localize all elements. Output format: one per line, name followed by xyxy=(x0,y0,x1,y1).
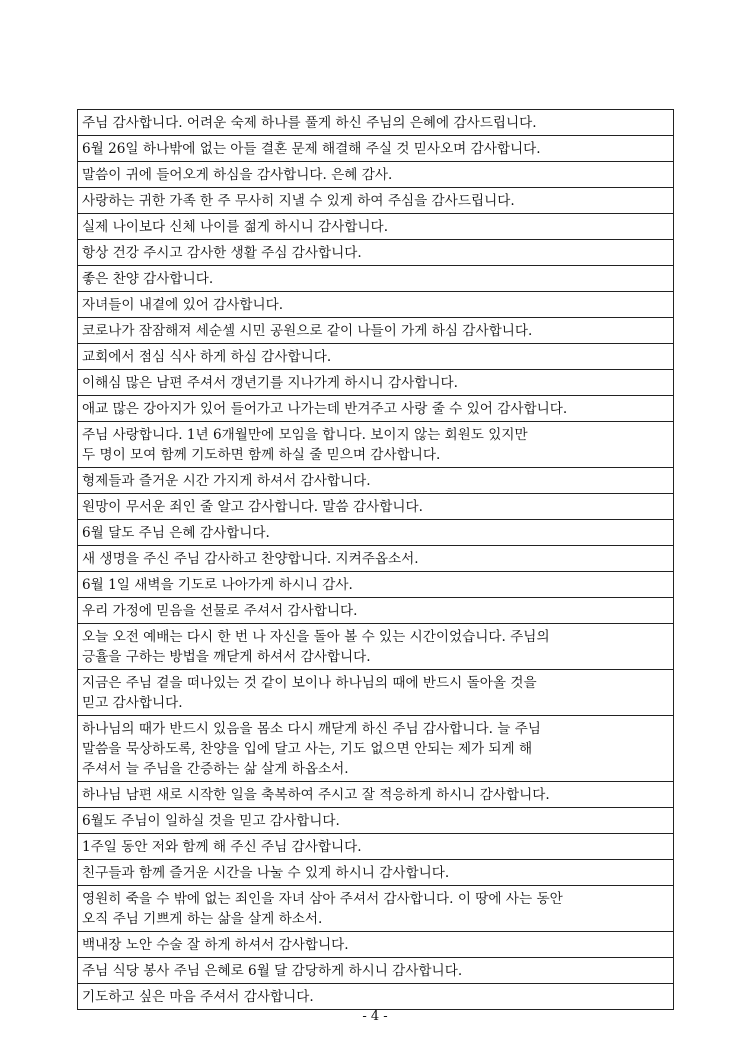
entry-line: 6월 26일 하나밖에 없는 아들 결혼 문제 해결해 주실 것 믿사오며 감사합니다. xyxy=(82,141,541,157)
table-row xyxy=(78,266,674,292)
entry-line: 주님 감사합니다. 어려운 숙제 하나를 풀게 하신 주님의 은혜에 감사드립니다. xyxy=(82,115,537,131)
table-row xyxy=(78,984,674,1010)
gratitude-entry-cell xyxy=(78,494,674,520)
entry-line: 실제 나이보다 신체 나이를 젊게 하시니 감사합니다. xyxy=(82,219,389,235)
table-row xyxy=(78,782,674,808)
gratitude-entry-cell xyxy=(78,292,674,318)
entry-line: 이해심 많은 남편 주셔서 갱년기를 지나가게 하시니 감사합니다. xyxy=(82,375,458,391)
entry-line: 원망이 무서운 죄인 줄 알고 감사합니다. 말씀 감사합니다. xyxy=(82,499,423,515)
gratitude-table xyxy=(77,109,674,1010)
entry-line: 긍휼을 구하는 방법을 깨닫게 하셔서 감사합니다. xyxy=(82,649,371,665)
entry-line: 주님 사랑합니다. 1년 6개월만에 모임을 합니다. 보이지 않는 회원도 있지만 xyxy=(82,427,528,443)
entry-line: 친구들과 함께 즐거운 시간을 나눌 수 있게 하시니 감사합니다. xyxy=(82,865,450,881)
table-row xyxy=(78,214,674,240)
table-row xyxy=(78,572,674,598)
gratitude-table-container xyxy=(77,109,674,1010)
gratitude-entry-cell xyxy=(78,716,674,782)
gratitude-entry-cell xyxy=(78,188,674,214)
entry-line: 우리 가정에 믿음을 선물로 주셔서 감사합니다. xyxy=(82,603,358,619)
table-row xyxy=(78,396,674,422)
gratitude-entry-cell xyxy=(78,782,674,808)
gratitude-entry-cell xyxy=(78,958,674,984)
table-row xyxy=(78,344,674,370)
entry-line: 오직 주님 기쁘게 하는 삶을 살게 하소서. xyxy=(82,911,323,927)
entry-line: 영원히 죽을 수 밖에 없는 죄인을 자녀 삼아 주셔서 감사합니다. 이 땅에 사는 동안 xyxy=(82,891,563,907)
gratitude-entry-cell xyxy=(78,240,674,266)
entry-line: 지금은 주님 곁을 떠나있는 것 같이 보이나 하나님의 때에 반드시 돌아올 것을 xyxy=(82,675,537,691)
entry-line: 말씀을 묵상하도록, 찬양을 입에 달고 사는, 기도 없으면 안되는 제가 되게 해 xyxy=(82,741,533,757)
gratitude-entry-cell xyxy=(78,984,674,1010)
table-row xyxy=(78,886,674,932)
table-row xyxy=(78,932,674,958)
entry-line: 믿고 감사합니다. xyxy=(82,695,183,711)
entry-line: 새 생명을 주신 주님 감사하고 찬양합니다. 지켜주옵소서. xyxy=(82,551,419,567)
entry-line: 애교 많은 강아지가 있어 들어가고 나가는데 반겨주고 사랑 줄 수 있어 감사합니다. xyxy=(82,401,568,417)
entry-line: 기도하고 싶은 마음 주셔서 감사합니다. xyxy=(82,989,314,1005)
entry-line: 6월 1일 새벽을 기도로 나아가게 하시니 감사. xyxy=(82,577,353,593)
table-row xyxy=(78,520,674,546)
gratitude-entry-cell xyxy=(78,886,674,932)
entry-line: 자녀들이 내곁에 있어 감사합니다. xyxy=(82,297,284,313)
gratitude-table-body xyxy=(78,110,674,1010)
table-row xyxy=(78,292,674,318)
gratitude-entry-cell xyxy=(78,834,674,860)
gratitude-entry-cell xyxy=(78,624,674,670)
gratitude-entry-cell xyxy=(78,572,674,598)
entry-line: 형제들과 즐거운 시간 가지게 하셔서 감사합니다. xyxy=(82,473,371,489)
entry-line: 교회에서 점심 식사 하게 하심 감사합니다. xyxy=(82,349,332,365)
gratitude-entry-cell xyxy=(78,422,674,468)
gratitude-entry-cell xyxy=(78,520,674,546)
table-row xyxy=(78,624,674,670)
table-row xyxy=(78,860,674,886)
table-row xyxy=(78,162,674,188)
gratitude-entry-cell xyxy=(78,318,674,344)
table-row xyxy=(78,546,674,572)
gratitude-entry-cell xyxy=(78,598,674,624)
entry-line: 사랑하는 귀한 가족 한 주 무사히 지낼 수 있게 하여 주심을 감사드립니다. xyxy=(82,193,515,209)
table-row xyxy=(78,240,674,266)
entry-line: 주님 식당 봉사 주님 은혜로 6월 달 감당하게 하시니 감사합니다. xyxy=(82,963,463,979)
table-row xyxy=(78,598,674,624)
entry-line: 좋은 찬양 감사합니다. xyxy=(82,271,214,287)
gratitude-entry-cell xyxy=(78,932,674,958)
gratitude-entry-cell xyxy=(78,468,674,494)
gratitude-entry-cell xyxy=(78,110,674,136)
gratitude-entry-cell xyxy=(78,546,674,572)
gratitude-entry-cell xyxy=(78,214,674,240)
gratitude-entry-cell xyxy=(78,136,674,162)
table-row xyxy=(78,716,674,782)
table-row xyxy=(78,136,674,162)
gratitude-entry-cell xyxy=(78,860,674,886)
entry-line: 하나님 남편 새로 시작한 일을 축복하여 주시고 잘 적응하게 하시니 감사합니다. xyxy=(82,787,550,803)
table-row xyxy=(78,958,674,984)
table-row xyxy=(78,370,674,396)
table-row xyxy=(78,808,674,834)
table-row xyxy=(78,188,674,214)
page-number: - 4 - xyxy=(362,1009,388,1024)
table-row xyxy=(78,834,674,860)
table-row xyxy=(78,422,674,468)
gratitude-entry-cell xyxy=(78,370,674,396)
entry-line: 1주일 동안 저와 함께 해 주신 주님 감사합니다. xyxy=(82,839,362,855)
entry-line: 말씀이 귀에 들어오게 하심을 감사합니다. 은혜 감사. xyxy=(82,167,393,183)
entry-line: 코로나가 잠잠해져 세순셀 시민 공원으로 같이 나들이 가게 하심 감사합니다. xyxy=(82,323,533,339)
gratitude-entry-cell xyxy=(78,670,674,716)
gratitude-entry-cell xyxy=(78,344,674,370)
gratitude-entry-cell xyxy=(78,162,674,188)
table-row xyxy=(78,110,674,136)
entry-line: 백내장 노안 수술 잘 하게 하셔서 감사합니다. xyxy=(82,937,349,953)
entry-line: 하나님의 때가 반드시 있음을 몸소 다시 깨닫게 하신 주님 감사합니다. 늘 주님 xyxy=(82,721,541,737)
table-row xyxy=(78,318,674,344)
gratitude-entry-cell xyxy=(78,808,674,834)
entry-line: 주셔서 늘 주님을 간증하는 삶 살게 하옵소서. xyxy=(82,761,349,777)
table-row xyxy=(78,468,674,494)
gratitude-entry-cell xyxy=(78,266,674,292)
gratitude-entry-cell xyxy=(78,396,674,422)
table-row xyxy=(78,494,674,520)
entry-line: 두 명이 모여 함께 기도하면 함께 하실 줄 믿으며 감사합니다. xyxy=(82,447,441,463)
entry-line: 항상 건강 주시고 감사한 생활 주심 감사합니다. xyxy=(82,245,362,261)
entry-line: 오늘 오전 예배는 다시 한 번 나 자신을 돌아 볼 수 있는 시간이었습니다. 주님의 xyxy=(82,629,550,645)
table-row xyxy=(78,670,674,716)
entry-line: 6월 달도 주님 은혜 감사합니다. xyxy=(82,525,270,541)
entry-line: 6월도 주님이 일하실 것을 믿고 감사합니다. xyxy=(82,813,340,829)
